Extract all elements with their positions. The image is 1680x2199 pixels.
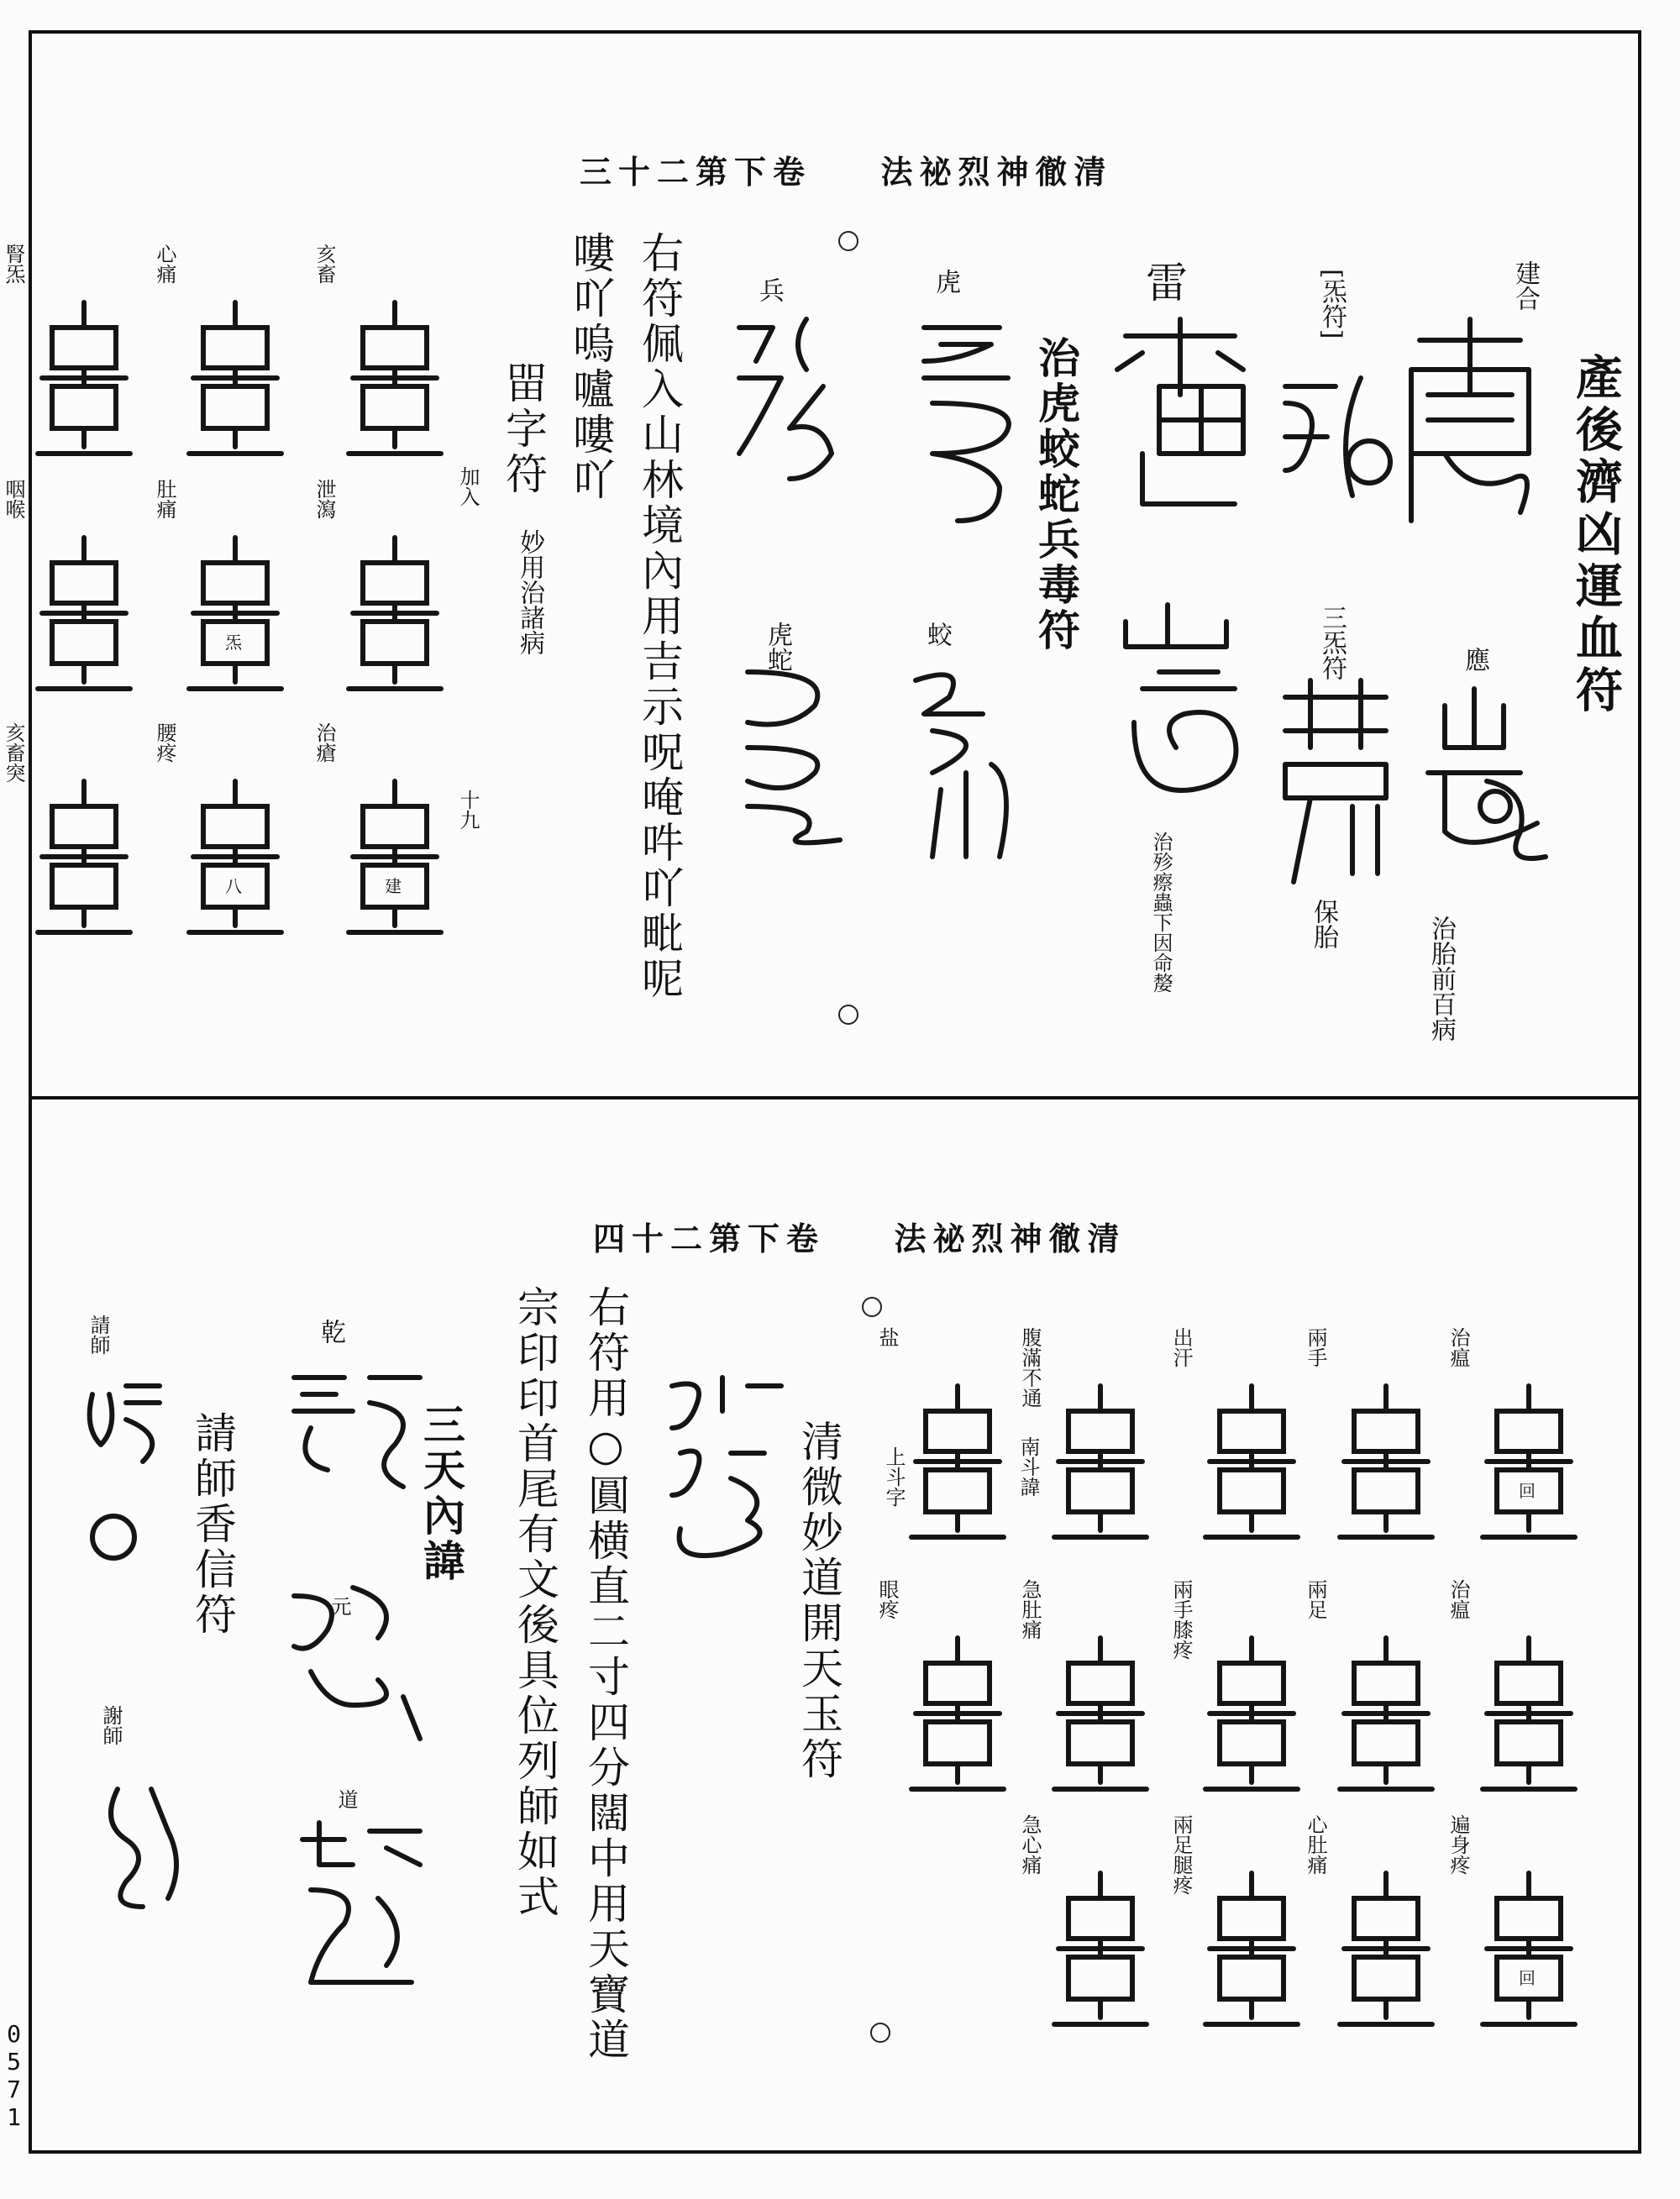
baotai-label: 保胎 bbox=[1309, 899, 1338, 949]
talisman-glyph bbox=[1478, 1873, 1579, 2041]
talisman-caption: 肚痛 bbox=[153, 479, 176, 519]
talisman-glyph bbox=[907, 1638, 1008, 1806]
talisman-glyph bbox=[1050, 1638, 1151, 1806]
top-note-main: 右符佩入山林境內用吉示呪唵吽吖毗呢 bbox=[635, 231, 684, 1002]
talisman-glyph bbox=[1201, 1386, 1302, 1554]
talisman-glyph bbox=[907, 1386, 1008, 1554]
hushe-sigil bbox=[722, 655, 848, 857]
ladder-talisman bbox=[153, 479, 277, 709]
talisman-glyph bbox=[185, 538, 286, 706]
small-note: 上斗字 bbox=[882, 1446, 906, 1507]
bottom-header-title: 法祕烈神徹清 bbox=[894, 1220, 1126, 1257]
talisman-glyph bbox=[344, 781, 445, 949]
talisman-caption: 遍身疼 bbox=[1446, 1814, 1470, 1875]
ladder-talisman bbox=[1169, 1327, 1294, 1557]
ladder-talisman bbox=[312, 244, 437, 474]
xieshi-label: 謝師 bbox=[99, 1705, 123, 1745]
dao-sigil bbox=[286, 1814, 428, 2016]
talisman-caption: 治瘡 bbox=[312, 722, 336, 763]
jianhe-sigil bbox=[1394, 319, 1537, 538]
ladder-talisman bbox=[1446, 1814, 1571, 2044]
bing-sigil bbox=[722, 311, 848, 487]
talisman-glyph bbox=[344, 538, 445, 706]
bottom-header-volume: 四十二第下卷 bbox=[593, 1220, 826, 1257]
talisman-caption: 腎炁 bbox=[2, 244, 25, 284]
ladder-talisman bbox=[2, 479, 126, 709]
talisman-inner-glyph: 回 bbox=[1519, 1481, 1536, 1501]
talisman-glyph bbox=[1336, 1638, 1436, 1806]
hu-label: 虎 bbox=[931, 269, 960, 294]
ladder-talisman bbox=[2, 244, 126, 474]
top-note-second: 嘍吖嗚嚧嘍吖 bbox=[566, 231, 615, 503]
ladder-talisman bbox=[1018, 1814, 1142, 2044]
talisman-caption: 泄瀉 bbox=[312, 479, 336, 519]
talisman-caption: 眼疼 bbox=[875, 1579, 899, 1619]
santian-title: 三天內諱 bbox=[417, 1403, 466, 1584]
ladder-talisman bbox=[1304, 1579, 1428, 1809]
talisman-glyph bbox=[185, 302, 286, 470]
top-header-volume: 三十二第下卷 bbox=[580, 153, 812, 191]
jianhe-label: 建合 bbox=[1510, 260, 1540, 311]
jiao-label: 蛟 bbox=[922, 622, 952, 647]
qingwei-title: 清微妙道開天玉符 bbox=[795, 1420, 843, 1782]
talisman-glyph bbox=[34, 781, 134, 949]
hu-sigil bbox=[907, 319, 1033, 546]
top-header bbox=[580, 146, 1113, 192]
bing-label: 兵 bbox=[754, 277, 784, 302]
sanxifu2-sigil bbox=[1268, 680, 1403, 899]
ying-label: 應 bbox=[1460, 647, 1489, 672]
talisman-glyph bbox=[1201, 1873, 1302, 2041]
qingshi-sigil bbox=[76, 1378, 168, 1579]
binding-hole bbox=[870, 2023, 890, 2043]
lei-label: 雷 bbox=[1139, 260, 1188, 306]
talisman-inner-glyph: 回 bbox=[1519, 1968, 1536, 1988]
binding-hole bbox=[838, 1005, 858, 1025]
qingwei-sigil bbox=[655, 1369, 790, 1579]
jiao-sigil bbox=[899, 664, 1025, 865]
ladder-talisman bbox=[153, 722, 277, 953]
zhi-caption: 治殄瘵蟲下因命嫠 bbox=[1149, 832, 1173, 993]
zifu-small: 加入 bbox=[456, 466, 480, 506]
sanxifu-label: [炁符] bbox=[1317, 269, 1347, 339]
talisman-inner-glyph: 八 bbox=[225, 876, 242, 896]
talisman-glyph bbox=[1478, 1638, 1579, 1806]
ladder-talisman bbox=[1169, 1814, 1294, 2044]
talisman-glyph bbox=[1478, 1386, 1579, 1554]
top-title: 產後濟凶運血符 bbox=[1568, 353, 1624, 717]
talisman-glyph bbox=[1050, 1386, 1151, 1554]
ladder-talisman bbox=[312, 722, 437, 953]
talisman-glyph bbox=[185, 781, 286, 949]
zifu-name: 㽞字符 bbox=[499, 361, 548, 497]
talisman-caption: 盐 bbox=[875, 1327, 899, 1347]
talisman-caption: 咽喉 bbox=[2, 479, 25, 519]
talisman-glyph bbox=[34, 538, 134, 706]
ladder-talisman bbox=[1304, 1327, 1428, 1557]
folio-nineteen: 十九 bbox=[456, 790, 480, 830]
talisman-caption: 兩手膝疼 bbox=[1169, 1579, 1193, 1660]
qian-sigil bbox=[277, 1361, 428, 1504]
tiger-title: 治虎蛟蛇兵毒符 bbox=[1032, 336, 1081, 653]
talisman-caption: 腹滿不通 bbox=[1018, 1327, 1042, 1408]
bottom-header bbox=[593, 1213, 1126, 1259]
talisman-caption: 急心痛 bbox=[1018, 1814, 1042, 1875]
ying-sigil bbox=[1394, 689, 1554, 882]
ladder-talisman bbox=[1446, 1579, 1571, 1809]
xieshi-sigil bbox=[92, 1772, 193, 1923]
sanxifu-sigil bbox=[1268, 370, 1394, 521]
yuan-label: 元 bbox=[328, 1596, 351, 1616]
talisman-caption: 亥畜突 bbox=[2, 722, 25, 783]
top-header-title: 法祕烈神徹清 bbox=[880, 153, 1113, 191]
lei-sigil-2 bbox=[1109, 596, 1252, 815]
dao-label: 道 bbox=[334, 1789, 358, 1809]
page-number: 0571 bbox=[0, 2020, 28, 2131]
talisman-glyph bbox=[34, 302, 134, 470]
ladder-talisman bbox=[153, 244, 277, 474]
bottom-note-main: 右符用○圓横直二寸四分闊中用天寶道 bbox=[581, 1285, 630, 2063]
ladder-talisman bbox=[1018, 1579, 1142, 1809]
qingshi-title: 請師香信符 bbox=[188, 1411, 237, 1638]
talisman-caption: 急肚痛 bbox=[1018, 1579, 1042, 1640]
talisman-inner-glyph: 炁 bbox=[225, 632, 242, 653]
talisman-caption: 兩足 bbox=[1304, 1579, 1327, 1619]
sanxifu2-label: 三炁符 bbox=[1317, 605, 1347, 680]
zifu-side: 妙用治諸病 bbox=[515, 529, 544, 655]
ladder-talisman bbox=[1304, 1814, 1428, 2044]
qian-label: 乾 bbox=[316, 1319, 345, 1344]
hushe-label: 虎蛇 bbox=[763, 622, 792, 672]
talisman-glyph bbox=[1336, 1386, 1436, 1554]
nandou-note: 南斗諱 bbox=[1016, 1436, 1040, 1497]
talisman-caption: 出汗 bbox=[1169, 1327, 1193, 1367]
talisman-caption: 兩足腿疼 bbox=[1169, 1814, 1193, 1895]
fu-label: 治胎前百病 bbox=[1426, 916, 1456, 1042]
talisman-caption: 治瘟 bbox=[1446, 1579, 1470, 1619]
talisman-caption: 心肚痛 bbox=[1304, 1814, 1327, 1875]
panel-divider bbox=[29, 1096, 1641, 1100]
talisman-inner-glyph: 建 bbox=[385, 876, 402, 896]
ladder-talisman bbox=[312, 479, 437, 709]
ladder-talisman bbox=[1446, 1327, 1571, 1557]
talisman-caption: 兩手 bbox=[1304, 1327, 1327, 1367]
talisman-glyph bbox=[1050, 1873, 1151, 2041]
ladder-talisman bbox=[2, 722, 126, 953]
talisman-glyph bbox=[1201, 1638, 1302, 1806]
talisman-glyph bbox=[1336, 1873, 1436, 2041]
talisman-caption: 心痛 bbox=[153, 244, 176, 284]
yuan-sigil bbox=[277, 1579, 428, 1747]
talisman-caption: 亥畜 bbox=[312, 244, 336, 284]
ladder-talisman bbox=[1169, 1579, 1294, 1809]
talisman-caption: 腰疼 bbox=[153, 722, 176, 763]
ladder-talisman bbox=[875, 1579, 1000, 1809]
talisman-glyph bbox=[344, 302, 445, 470]
binding-hole bbox=[838, 231, 858, 251]
lei-sigil bbox=[1109, 319, 1252, 512]
qingshi-label: 請師 bbox=[87, 1315, 110, 1355]
bottom-note-second: 宗印印首尾有文後具位列師如式 bbox=[511, 1285, 559, 1920]
talisman-caption: 治瘟 bbox=[1446, 1327, 1470, 1367]
binding-hole bbox=[862, 1297, 882, 1317]
